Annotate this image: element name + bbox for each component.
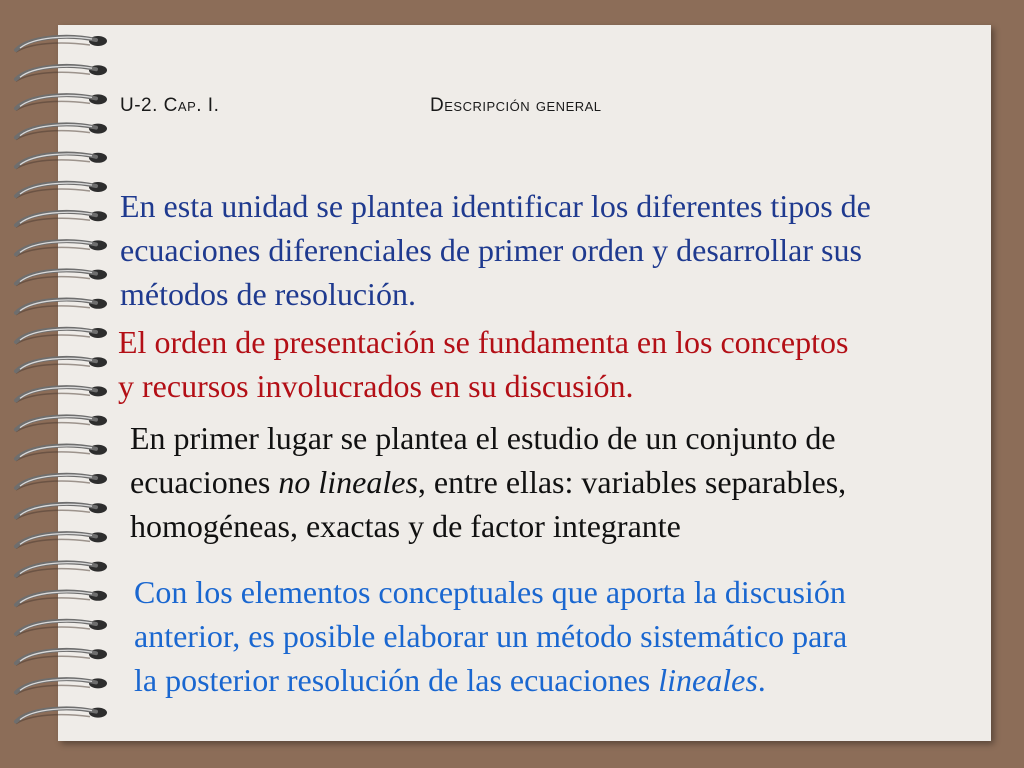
text-line: Con los elementos conceptuales que aporta la discusión (134, 574, 846, 610)
text-segment: . (757, 662, 766, 698)
binding-ring (16, 386, 107, 402)
binding-ring (16, 182, 107, 198)
binding-ring (16, 94, 107, 110)
binding-ring (16, 678, 107, 694)
binding-ring (16, 153, 107, 169)
binding-ring (16, 620, 107, 636)
binding-ring (16, 36, 107, 52)
binding-ring (16, 562, 107, 578)
text-line: El orden de presentación se fundamenta en los conceptos (118, 324, 849, 360)
paragraph-order (118, 320, 848, 408)
binding-ring (16, 532, 107, 548)
text-line: homogéneas, exactas y de factor integrante (130, 508, 681, 544)
text-segment: la posterior resolución de las ecuaciones (134, 662, 659, 698)
text-line: anterior, es posible elaborar un método sistemático para (134, 618, 848, 654)
binding-ring (16, 299, 107, 315)
binding-ring (16, 445, 107, 461)
binding-ring (16, 124, 107, 140)
paragraph-linear (134, 570, 847, 702)
page-title: Descripción general (430, 95, 602, 116)
binding-ring (16, 357, 107, 373)
binding-ring (16, 649, 107, 665)
text-line: métodos de resolución. (120, 276, 416, 312)
binding-ring (16, 503, 107, 519)
text-segment: , entre ellas: variables separables, (417, 464, 847, 500)
text-line: y recursos involucrados en su discusión. (118, 368, 634, 404)
paragraph-nonlinear (130, 416, 846, 548)
binding-ring (16, 474, 107, 490)
binding-ring (16, 591, 107, 607)
text-line: ecuaciones diferenciales de primer orden y desarrollar sus (120, 232, 862, 268)
text-line (134, 658, 847, 702)
paragraph-intro (120, 184, 871, 316)
emphasis-nonlinear: no lineales (278, 464, 418, 500)
spiral-binding-icon (0, 0, 120, 768)
emphasis-linear: lineales (658, 662, 758, 698)
text-line: En esta unidad se plantea identificar los diferentes tipos de (120, 188, 871, 224)
unit-label: U-2. Cap. I. (120, 95, 220, 116)
binding-ring (16, 240, 107, 256)
binding-ring (16, 708, 107, 724)
binding-ring (16, 416, 107, 432)
text-line (130, 460, 846, 504)
binding-ring (16, 270, 107, 286)
binding-ring (16, 65, 107, 81)
text-line: En primer lugar se plantea el estudio de un conjunto de (130, 420, 836, 456)
binding-ring (16, 211, 107, 227)
binding-ring (16, 328, 107, 344)
text-segment: ecuaciones (130, 464, 279, 500)
